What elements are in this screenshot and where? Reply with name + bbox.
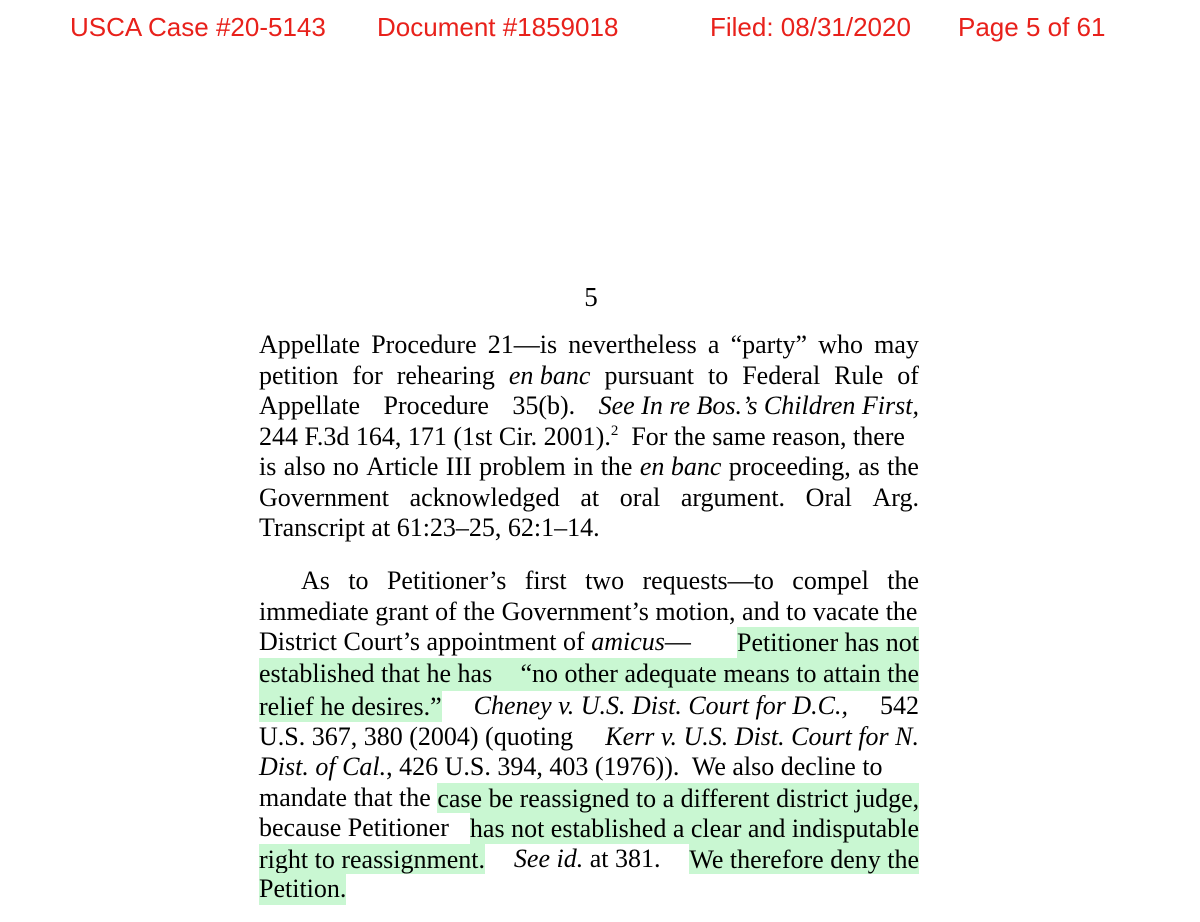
text-line: District Court’s appointment of amicus— Petitioner has not xyxy=(259,627,919,657)
page-number: 5 xyxy=(584,282,598,312)
highlight: We therefore deny the xyxy=(689,844,919,874)
highlight: case be reassigned to a different district judge, xyxy=(437,783,920,813)
paragraph-2 xyxy=(259,566,919,905)
case-citation: Cheney v. U.S. Dist. Court for D.C., xyxy=(473,691,848,720)
highlight: relief he desires.” xyxy=(259,692,442,721)
case-number: USCA Case #20-5143 xyxy=(70,12,326,42)
text-line: relief he desires.” Cheney v. U.S. Dist. Court for D.C., 542 xyxy=(259,691,919,721)
text-line: petition for rehearing en banc pursuant to Federal Rule of xyxy=(259,360,919,390)
text-line: Government acknowledged at oral argument. Oral Arg. xyxy=(259,482,919,512)
pdf-header xyxy=(0,12,1200,48)
footnote-marker: 2 xyxy=(610,422,619,439)
text-line: As to Petitioner’s first two requests—to compel the xyxy=(301,566,919,595)
page-indicator: Page 5 of 61 xyxy=(958,12,1106,42)
highlight: Petition. xyxy=(259,874,347,903)
case-citation: See id. xyxy=(513,843,584,873)
text-line: because Petitioner has not established a clear and indisputable xyxy=(259,813,919,843)
text-line: Transcript at 61:23–25, 62:1–14. xyxy=(259,513,600,542)
highlight: Petitioner has not xyxy=(737,628,919,657)
text-line: Appellate Procedure 21—is nevertheless a “party” who may xyxy=(259,330,919,359)
highlight: established that he has “no other adequate means to attain the xyxy=(259,658,919,692)
text-line: U.S. 367, 380 (2004) (quoting Kerr v. U.S. Dist. Court for N. xyxy=(259,721,919,751)
text-line: Dist. of Cal., 426 U.S. 394, 403 (1976)). We also decline to xyxy=(259,752,883,781)
case-citation: See In re Bos.’s Children First, xyxy=(598,391,919,420)
text-line: immediate grant of the Government’s motion, and to vacate the xyxy=(259,596,918,626)
paragraph-1 xyxy=(259,330,919,544)
text-line: 244 F.3d 164, 171 (1st Cir. 2001).$^2$ For the same reason, there xyxy=(259,421,905,451)
highlight: right to reassignment. xyxy=(259,844,486,874)
filed-date: Filed: 08/31/2020 xyxy=(710,12,911,42)
text-line: Appellate Procedure 35(b). See In re Bos.’s Children First, xyxy=(259,391,919,420)
highlight: has not established a clear and indisputable xyxy=(469,814,919,843)
text-line: is also no Article III problem in the en banc proceeding, as the xyxy=(259,452,919,481)
text-line: right to reassignment. See id. at 381. We therefore deny the xyxy=(259,843,919,874)
case-citation: Kerr v. U.S. Dist. Court for N. xyxy=(605,721,919,751)
text-line: mandate that the case be reassigned to a different district judge, xyxy=(259,782,920,813)
document-number: Document #1859018 xyxy=(377,12,619,42)
text-line xyxy=(259,874,919,905)
